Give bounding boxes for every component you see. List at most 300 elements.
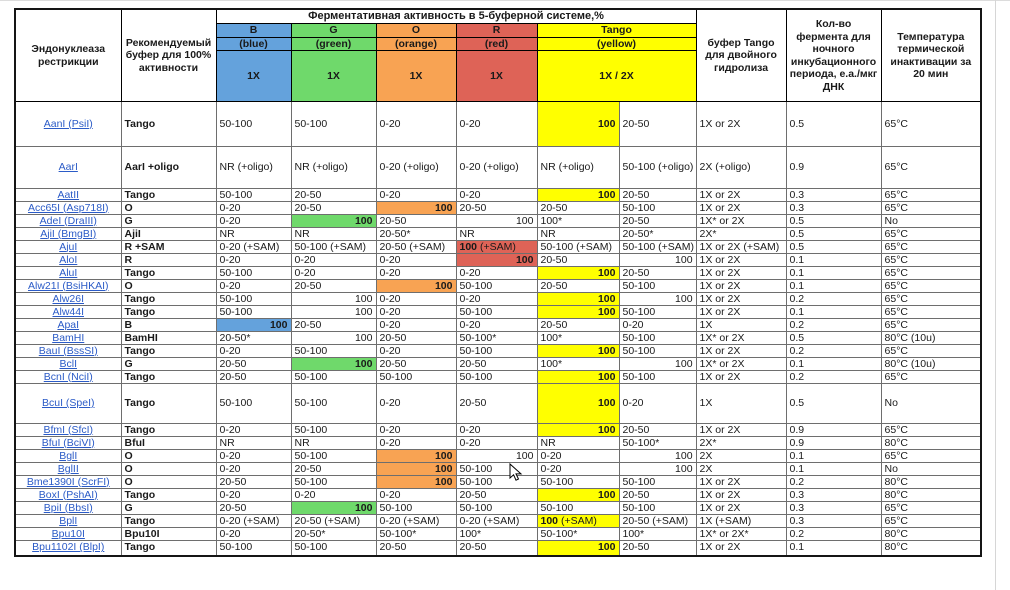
tango-double-cell: 1X [696,319,786,332]
activity-cell-b: 0-20 [216,528,291,541]
table-row [15,241,981,254]
activity-cell-tango-1x: 0-20 [537,450,619,463]
enzyme-amount-cell: 0.9 [786,437,881,450]
activity-cell-b: 0-20 [216,280,291,293]
table-row [15,280,981,293]
endonuclease-cell [15,241,121,254]
activity-cell-b: 0-20 [216,215,291,228]
table-row [15,345,981,358]
table-row [15,371,981,384]
tango-double-cell: 1X or 2X (+SAM) [696,241,786,254]
endonuclease-cell [15,267,121,280]
activity-cell-b: NR [216,228,291,241]
recommended-buffer-cell: AarI +oligo [121,147,216,189]
activity-cell-b: NR (+oligo) [216,147,291,189]
tango-double-cell: 1X or 2X [696,476,786,489]
enzyme-amount-cell: 0.9 [786,147,881,189]
enzyme-amount-cell: 0.2 [786,528,881,541]
activity-cell-r: 50-100 [456,502,537,515]
endonuclease-cell [15,147,121,189]
inactivation-temp-cell: 80°C [881,437,981,450]
activity-cell-tango-1x: 20-50 [537,202,619,215]
tango-double-cell: 1X* or 2X* [696,528,786,541]
recommended-buffer-cell: Tango [121,424,216,437]
endonuclease-link[interactable]: Alw44I [52,305,84,318]
endonuclease-link[interactable]: BfmI (SfcI) [43,423,94,436]
activity-cell-g: NR [291,228,376,241]
inactivation-temp-cell: 80°C (10u) [881,358,981,371]
activity-cell-g: 100 [291,293,376,306]
enzyme-amount-cell: 0.3 [786,489,881,502]
recommended-buffer-cell: R +SAM [121,241,216,254]
activity-cell-o: 0-20 [376,306,456,319]
inactivation-temp-cell: 80°C [881,476,981,489]
endonuclease-link[interactable]: AjuI [59,240,78,253]
recommended-buffer-cell: Tango [121,102,216,147]
activity-cell-o: 0-20 [376,293,456,306]
header-buffer-b-conc: 1X [216,51,291,102]
activity-cell-b: 50-100 [216,306,291,319]
page-edge-line [995,0,996,590]
header-activity-title: Ферментативная активность в 5-буферной системе,% [216,9,696,24]
activity-cell-o: 0-20 [376,489,456,502]
endonuclease-link[interactable]: BclI [59,357,77,370]
enzyme-amount-cell: 0.3 [786,202,881,215]
activity-cell-r: 50-100 [456,345,537,358]
recommended-buffer-cell: O [121,202,216,215]
enzyme-amount-cell: 0.1 [786,450,881,463]
activity-cell-b: 0-20 [216,463,291,476]
endonuclease-link[interactable]: BamHI [52,331,85,344]
enzyme-amount-cell: 0.3 [786,189,881,202]
endonuclease-link[interactable]: BfuI (BciVI) [41,436,95,449]
inactivation-temp-cell: 80°C [881,489,981,502]
tango-double-cell: 1X* or 2X [696,332,786,345]
tango-double-cell: 1X or 2X [696,502,786,515]
endonuclease-cell [15,202,121,215]
recommended-buffer-cell: Tango [121,371,216,384]
enzyme-amount-cell: 0.9 [786,424,881,437]
activity-cell-tango-1x: 100 [537,384,619,424]
endonuclease-link[interactable]: AanI (PsiI) [43,117,93,130]
activity-cell-b: 50-100 [216,384,291,424]
recommended-buffer-cell: BamHI [121,332,216,345]
activity-cell-r: 20-50 [456,202,537,215]
enzyme-amount-cell: 0.3 [786,515,881,528]
activity-cell-b: 0-20 [216,345,291,358]
endonuclease-cell [15,102,121,147]
activity-cell-g: 100 [291,502,376,515]
endonuclease-cell [15,489,121,502]
activity-cell-b: 0-20 [216,450,291,463]
activity-cell-g: 20-50 [291,463,376,476]
endonuclease-link[interactable]: AdeI (DraIII) [39,214,97,227]
endonuclease-link[interactable]: Alw21I (BsiHKAI) [27,279,109,292]
activity-cell-tango-1x: 100 [537,489,619,502]
tango-double-cell: 1X or 2X [696,371,786,384]
inactivation-temp-cell: 65°C [881,189,981,202]
activity-cell-g: NR [291,437,376,450]
tango-double-cell: 1X or 2X [696,280,786,293]
activity-cell-tango-2x: 50-100 [619,202,696,215]
activity-cell-r: 20-50 [456,384,537,424]
endonuclease-cell [15,450,121,463]
endonuclease-cell [15,437,121,450]
activity-cell-g: 50-100 [291,345,376,358]
activity-cell-o: 100 [376,280,456,293]
recommended-buffer-cell: Tango [121,189,216,202]
endonuclease-link[interactable]: BpiI (BbsI) [43,501,93,514]
activity-cell-r: 20-50 [456,541,537,556]
activity-cell-r: 100 [456,254,537,267]
enzyme-amount-cell: 0.1 [786,463,881,476]
inactivation-temp-cell: No [881,384,981,424]
recommended-buffer-cell: R [121,254,216,267]
endonuclease-link[interactable]: AarI [58,161,78,174]
tango-double-cell: 1X or 2X [696,254,786,267]
activity-cell-r: 0-20 [456,267,537,280]
endonuclease-link[interactable]: BplI [59,514,78,527]
activity-cell-r: NR [456,228,537,241]
tango-double-cell: 1X or 2X [696,293,786,306]
endonuclease-link[interactable]: BauI (BssSI) [38,344,98,357]
activity-cell-o: 0-20 [376,189,456,202]
activity-cell-g: 20-50 [291,280,376,293]
activity-cell-g: 50-100 [291,424,376,437]
enzyme-amount-cell: 0.1 [786,306,881,319]
activity-cell-tango-2x: 20-50 [619,267,696,280]
activity-cell-o: 100 [376,450,456,463]
activity-cell-tango-1x: 100 [537,189,619,202]
activity-cell-r: 50-100 [456,306,537,319]
header-buffer-g-name: (green) [291,37,376,51]
activity-cell-tango-1x: 100 [537,424,619,437]
table-row [15,384,981,424]
endonuclease-cell [15,424,121,437]
activity-cell-o: 0-20 [376,384,456,424]
inactivation-temp-cell: No [881,463,981,476]
window-top-edge [0,0,1010,1]
enzyme-amount-cell: 0.2 [786,371,881,384]
activity-cell-b: 50-100 [216,541,291,556]
activity-cell-tango-1x: 100* [537,215,619,228]
activity-cell-r: 20-50 [456,489,537,502]
header-buffer-g: G [291,24,376,38]
activity-cell-g: 50-100 (+SAM) [291,241,376,254]
tango-double-cell: 1X [696,384,786,424]
activity-cell-b: NR [216,437,291,450]
endonuclease-cell [15,528,121,541]
endonuclease-link[interactable]: BcuI (SpeI) [41,397,95,410]
tango-double-cell: 1X or 2X [696,345,786,358]
inactivation-temp-cell: No [881,215,981,228]
table-row [15,528,981,541]
recommended-buffer-cell: Tango [121,345,216,358]
activity-cell-r: 100 (+SAM) [456,241,537,254]
activity-cell-r: 50-100 [456,280,537,293]
tango-double-cell: 1X* or 2X [696,215,786,228]
endonuclease-link[interactable]: Bpu1102I (BlpI) [32,541,105,554]
activity-cell-o: 50-100 [376,371,456,384]
activity-cell-r: 0-20 [456,102,537,147]
table-row [15,424,981,437]
activity-cell-tango-2x: 20-50* [619,228,696,241]
activity-cell-g: 20-50 [291,189,376,202]
activity-cell-b: 20-50 [216,371,291,384]
activity-cell-o: 20-50 [376,215,456,228]
recommended-buffer-cell: O [121,280,216,293]
activity-cell-b: 0-20 [216,489,291,502]
header-buffer-o: O [376,24,456,38]
activity-cell-r: 0-20 [456,437,537,450]
activity-cell-tango-2x: 20-50 [619,215,696,228]
endonuclease-cell [15,463,121,476]
table-row [15,489,981,502]
activity-cell-tango-1x: 100 [537,371,619,384]
activity-cell-tango-1x: 0-20 [537,463,619,476]
activity-cell-tango-2x: 50-100 (+SAM) [619,241,696,254]
activity-cell-b: 0-20 [216,424,291,437]
recommended-buffer-cell: G [121,215,216,228]
enzyme-amount-cell: 0.1 [786,358,881,371]
activity-cell-g: 100 [291,215,376,228]
mouse-cursor [509,463,523,483]
inactivation-temp-cell: 65°C [881,515,981,528]
recommended-buffer-cell: AjiI [121,228,216,241]
tango-double-cell: 2X (+oligo) [696,147,786,189]
activity-cell-o: 0-20 [376,254,456,267]
activity-cell-b: 50-100 [216,267,291,280]
activity-cell-o: 50-100 [376,502,456,515]
endonuclease-cell [15,215,121,228]
activity-cell-o: 0-20 [376,424,456,437]
header-inactivation-temp: Температура термической инактивации за 20 мин [881,9,981,102]
table-row [15,319,981,332]
activity-cell-r: 0-20 [456,424,537,437]
tango-double-cell: 1X or 2X [696,102,786,147]
endonuclease-link[interactable]: BglI [59,449,78,462]
endonuclease-link[interactable]: Acc65I (Asp718I) [27,201,109,214]
endonuclease-link[interactable]: AjiI (BmgBI) [40,227,97,240]
activity-cell-r: 0-20 (+oligo) [456,147,537,189]
endonuclease-link[interactable]: AluI [59,266,78,279]
endonuclease-link[interactable]: Bpu10I [51,527,85,540]
endonuclease-link[interactable]: BoxI (PshAI) [38,488,98,501]
header-enzyme-amount: Кол-во фермента для ночного инкубационного периода, е.а./мкг ДНК [786,9,881,102]
table-row [15,358,981,371]
endonuclease-link[interactable]: ApaI [57,318,80,331]
tango-double-cell: 2X* [696,228,786,241]
activity-cell-g: 50-100 [291,371,376,384]
header-buffer-o-conc: 1X [376,51,456,102]
activity-cell-tango-2x: 20-50 [619,189,696,202]
endonuclease-cell [15,189,121,202]
activity-cell-r: 50-100 [456,463,537,476]
inactivation-temp-cell: 65°C [881,424,981,437]
activity-cell-r: 0-20 [456,189,537,202]
enzyme-amount-cell: 0.5 [786,241,881,254]
activity-cell-o: 0-20 [376,267,456,280]
enzyme-amount-cell: 0.5 [786,332,881,345]
activity-cell-o: 20-50 (+SAM) [376,241,456,254]
recommended-buffer-cell: Tango [121,267,216,280]
inactivation-temp-cell: 80°C [881,528,981,541]
inactivation-temp-cell: 65°C [881,280,981,293]
header-buffer-tango-conc: 1X / 2X [537,51,696,102]
activity-cell-tango-1x: 20-50 [537,254,619,267]
endonuclease-cell [15,384,121,424]
activity-cell-g: 50-100 [291,102,376,147]
activity-cell-tango-1x: 50-100* [537,528,619,541]
activity-cell-tango-2x: 100 [619,254,696,267]
activity-cell-b: 50-100 [216,102,291,147]
activity-cell-b: 0-20 [216,254,291,267]
table-row [15,267,981,280]
recommended-buffer-cell: O [121,476,216,489]
table-row [15,450,981,463]
tango-double-cell: 2X* [696,437,786,450]
activity-cell-tango-2x: 100* [619,528,696,541]
table-row [15,147,981,189]
header-buffer-r: R [456,24,537,38]
table-row [15,541,981,556]
endonuclease-cell [15,228,121,241]
activity-cell-g: 20-50* [291,528,376,541]
table-row [15,215,981,228]
activity-cell-tango-2x: 20-50 [619,489,696,502]
activity-cell-tango-1x: 50-100 [537,476,619,489]
activity-cell-o: 50-100* [376,528,456,541]
activity-cell-r: 50-100 [456,476,537,489]
activity-cell-tango-2x: 50-100 [619,332,696,345]
endonuclease-link[interactable]: Bme1390I (ScrFI) [26,475,110,488]
recommended-buffer-cell: Tango [121,306,216,319]
activity-cell-g: 50-100 [291,476,376,489]
activity-cell-tango-1x: 100* [537,332,619,345]
endonuclease-link[interactable]: BglII [57,462,79,475]
endonuclease-link[interactable]: AatII [57,188,80,201]
endonuclease-cell [15,541,121,556]
activity-cell-tango-2x: 20-50 [619,102,696,147]
recommended-buffer-cell: G [121,358,216,371]
activity-cell-g: 50-100 [291,450,376,463]
activity-cell-o: 0-20 [376,319,456,332]
header-buffer-b-name: (blue) [216,37,291,51]
activity-cell-tango-2x: 100 [619,293,696,306]
table-row [15,502,981,515]
recommended-buffer-cell: Tango [121,293,216,306]
enzyme-activity-table [14,8,982,557]
activity-cell-g: 20-50 [291,202,376,215]
activity-cell-b: 0-20 [216,202,291,215]
activity-cell-r: 50-100* [456,332,537,345]
enzyme-amount-cell: 0.2 [786,476,881,489]
activity-cell-tango-2x: 0-20 [619,384,696,424]
inactivation-temp-cell: 80°C [881,541,981,556]
activity-cell-o: 0-20 [376,437,456,450]
inactivation-temp-cell: 65°C [881,254,981,267]
activity-cell-tango-1x: NR [537,437,619,450]
table-row [15,306,981,319]
header-buffer-r-name: (red) [456,37,537,51]
activity-cell-tango-1x: 100* [537,358,619,371]
activity-cell-tango-1x: 100 [537,267,619,280]
activity-cell-tango-1x: NR [537,228,619,241]
inactivation-temp-cell: 65°C [881,502,981,515]
activity-cell-tango-2x: 50-100* [619,437,696,450]
activity-cell-r: 20-50 [456,358,537,371]
inactivation-temp-cell: 65°C [881,228,981,241]
activity-cell-b: 50-100 [216,293,291,306]
activity-cell-g: 20-50 [291,319,376,332]
activity-cell-o: 20-50 [376,332,456,345]
tango-double-cell: 2X [696,450,786,463]
activity-cell-tango-1x: 100 [537,293,619,306]
activity-cell-o: 0-20 (+oligo) [376,147,456,189]
activity-cell-tango-2x: 100 [619,463,696,476]
activity-cell-g: 100 [291,306,376,319]
activity-cell-tango-2x: 50-100 (+oligo) [619,147,696,189]
table-row [15,293,981,306]
endonuclease-cell [15,254,121,267]
activity-cell-r: 50-100 [456,371,537,384]
activity-cell-tango-2x: 20-50 [619,424,696,437]
table-row [15,228,981,241]
activity-cell-b: 50-100 [216,189,291,202]
activity-cell-g: 0-20 [291,254,376,267]
tango-double-cell: 1X or 2X [696,489,786,502]
activity-cell-g: 20-50 (+SAM) [291,515,376,528]
inactivation-temp-cell: 80°C (10u) [881,332,981,345]
activity-cell-tango-1x: 20-50 [537,319,619,332]
recommended-buffer-cell: Tango [121,541,216,556]
recommended-buffer-cell: G [121,502,216,515]
enzyme-amount-cell: 0.5 [786,384,881,424]
activity-cell-o: 0-20 (+SAM) [376,515,456,528]
tango-double-cell: 1X or 2X [696,189,786,202]
recommended-buffer-cell: Tango [121,384,216,424]
inactivation-temp-cell: 65°C [881,293,981,306]
recommended-buffer-cell: Bpu10I [121,528,216,541]
activity-cell-b: 0-20 (+SAM) [216,515,291,528]
header-tango-double: буфер Tango для двойного гидролиза [696,9,786,102]
endonuclease-link[interactable]: BcnI (NciI) [43,370,93,383]
inactivation-temp-cell: 65°C [881,306,981,319]
endonuclease-cell [15,306,121,319]
activity-cell-r: 0-20 [456,319,537,332]
endonuclease-cell [15,332,121,345]
enzyme-amount-cell: 0.2 [786,319,881,332]
enzyme-amount-cell: 0.5 [786,102,881,147]
activity-cell-o: 0-20 [376,102,456,147]
recommended-buffer-cell: B [121,319,216,332]
recommended-buffer-cell: Tango [121,515,216,528]
endonuclease-link[interactable]: Alw26I [52,292,84,305]
activity-cell-o: 100 [376,202,456,215]
activity-cell-tango-2x: 20-50 (+SAM) [619,515,696,528]
inactivation-temp-cell: 65°C [881,147,981,189]
endonuclease-link[interactable]: AloI [59,253,78,266]
activity-cell-tango-2x: 50-100 [619,306,696,319]
inactivation-temp-cell: 65°C [881,345,981,358]
activity-cell-g: 0-20 [291,489,376,502]
enzyme-amount-cell: 0.1 [786,541,881,556]
activity-cell-tango-2x: 100 [619,358,696,371]
table-row [15,515,981,528]
activity-cell-tango-1x: 20-50 [537,280,619,293]
enzyme-amount-cell: 0.1 [786,267,881,280]
tango-double-cell: 1X* or 2X [696,358,786,371]
